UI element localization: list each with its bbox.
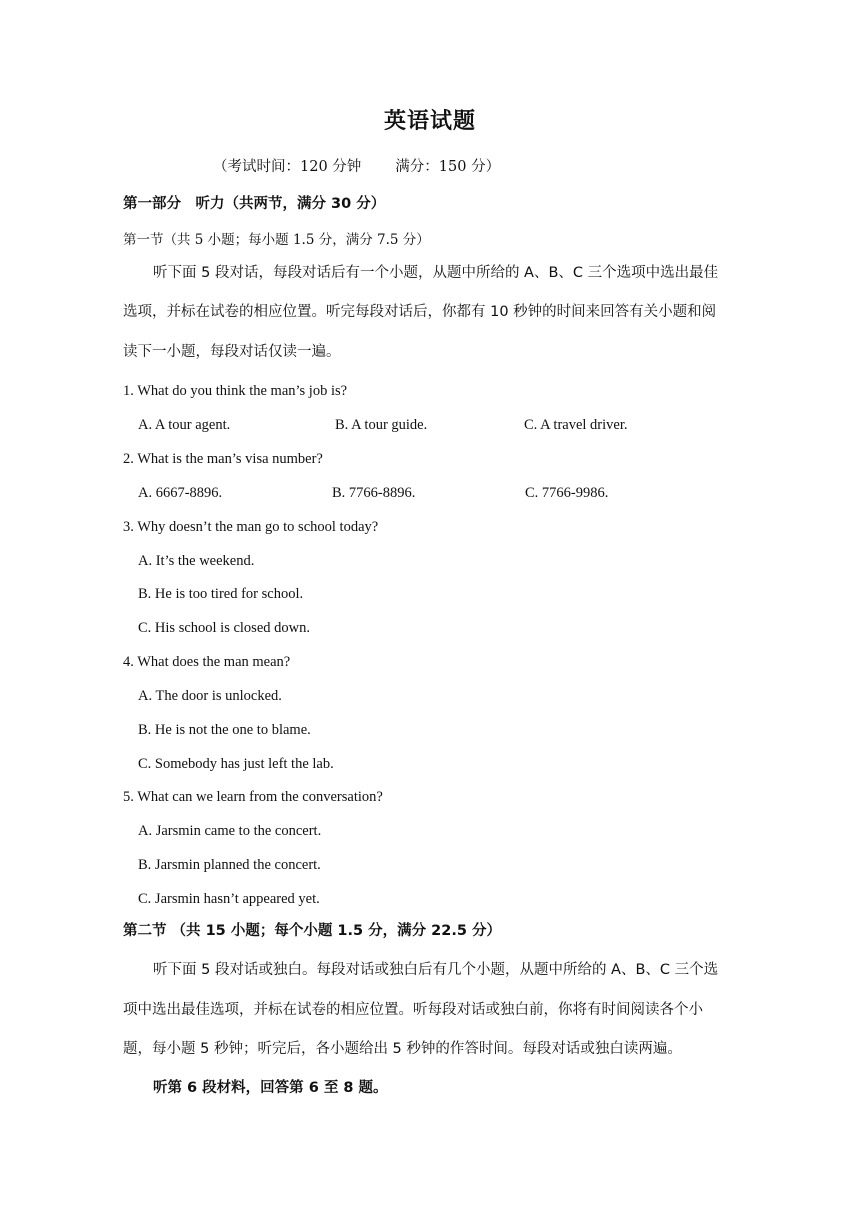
exam-total-score: 满分：150 分） (395, 159, 501, 175)
question-5: 5. What can we learn from the conversation? (123, 789, 383, 805)
question-2: 2. What is the man’s visa number? (123, 451, 323, 467)
question-3-option-a: A. It’s the weekend. (138, 553, 255, 569)
section2-instruction-line-2: 项中选出最佳选项，并标在试卷的相应位置。听每段对话或独白前，你将有时间阅读各个小 (123, 1002, 703, 1018)
exam-time: （考试时间：120 分钟 (213, 159, 362, 175)
question-1-option-b: B. A tour guide. (335, 417, 428, 433)
question-4-option-c: C. Somebody has just left the lab. (138, 756, 334, 772)
question-5-option-c: C. Jarsmin hasn’t appeared yet. (138, 891, 320, 907)
question-4: 4. What does the man mean? (123, 654, 291, 670)
question-1: 1. What do you think the man’s job is? (123, 383, 348, 399)
question-4-option-a: A. The door is unlocked. (138, 688, 282, 704)
section1-instruction-line-1: 听下面 5 段对话，每段对话后有一个小题，从题中所给的 A、B、C 三个选项中选出最佳 (153, 265, 719, 281)
question-2-option-c: C. 7766-9986. (525, 485, 609, 501)
question-1-option-a: A. A tour agent. (138, 417, 231, 433)
question-2-option-a: A. 6667-8896. (138, 485, 223, 501)
question-5-option-a: A. Jarsmin came to the concert. (138, 823, 322, 839)
question-4-option-b: B. He is not the one to blame. (138, 722, 311, 738)
section1-heading: 第一节（共 5 小题；每小题 1.5 分，满分 7.5 分） (123, 232, 430, 248)
question-3-option-c: C. His school is closed down. (138, 620, 310, 636)
section2-instruction-line-1: 听下面 5 段对话或独白。每段对话或独白后有几个小题，从题中所给的 A、B、C 三个选 (153, 962, 719, 978)
question-3: 3. Why doesn’t the man go to school today? (123, 519, 379, 535)
part1-heading: 第一部分 听力（共两节，满分 30 分） (123, 196, 386, 212)
question-1-option-c: C. A travel driver. (524, 417, 628, 433)
question-3-option-b: B. He is too tired for school. (138, 586, 304, 602)
question-2-option-b: B. 7766-8896. (332, 485, 416, 501)
section2-heading: 第二节 （共 15 小题；每个小题 1.5 分，满分 22.5 分） (123, 923, 501, 939)
page-title: 英语试题 (383, 108, 476, 134)
exam-info (213, 155, 500, 176)
question-5-option-b: B. Jarsmin planned the concert. (138, 857, 321, 873)
section1-instruction-line-2: 选项，并标在试卷的相应位置。听完每段对话后，你都有 10 秒钟的时间来回答有关小题和阅 (123, 304, 717, 320)
section2-instruction-line-3: 题，每小题 5 秒钟；听完后，各小题给出 5 秒钟的作答时间。每段对话或独白读两遍。 (123, 1041, 682, 1057)
material-6-instruction: 听第 6 段材料，回答第 6 至 8 题。 (153, 1080, 388, 1096)
section1-instruction-line-3: 读下一小题，每段对话仅读一遍。 (123, 344, 341, 360)
